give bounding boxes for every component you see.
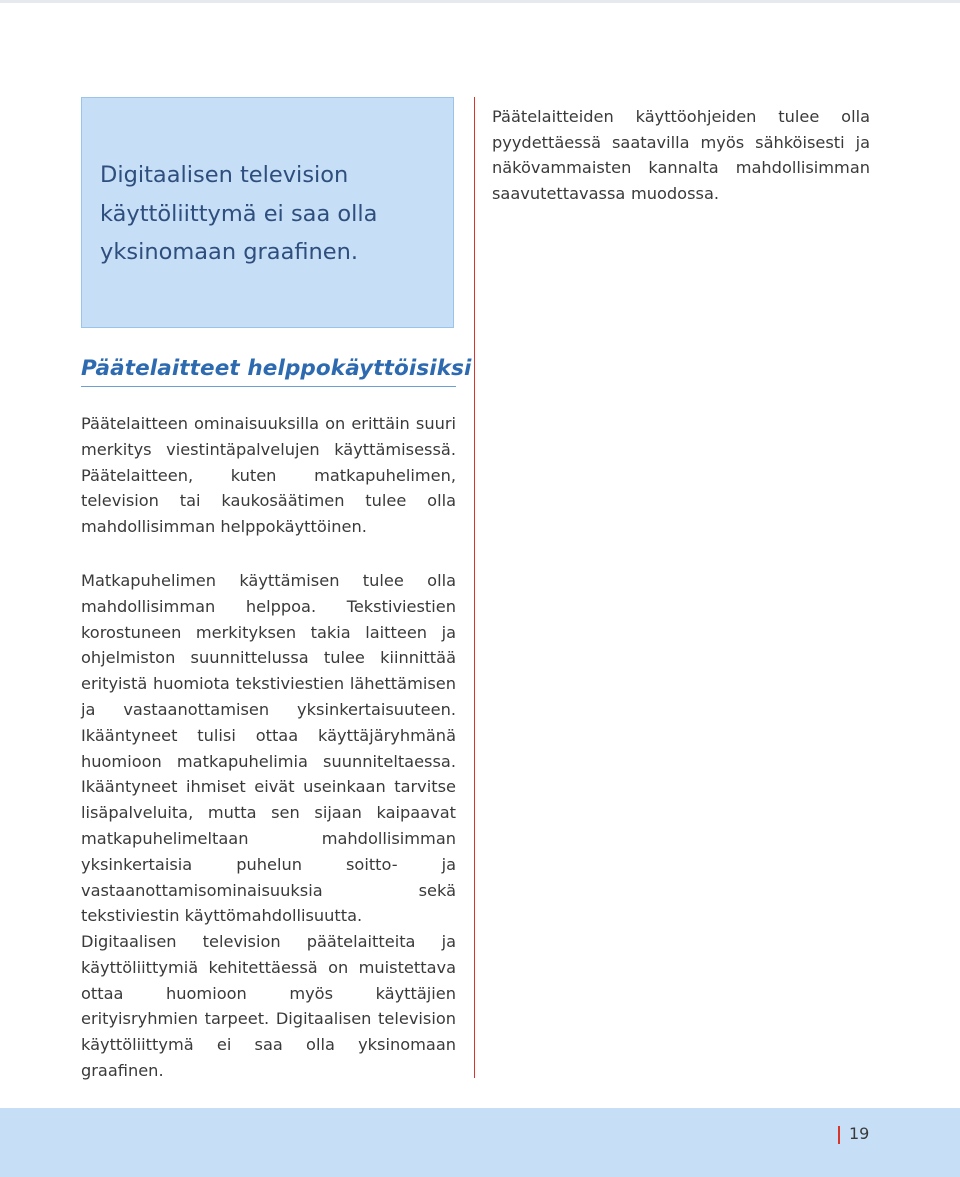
- footer-band: [0, 1108, 960, 1177]
- pull-quote-text: Digitaalisen television käyttöliittymä ei saa olla yksinomaan graafinen.: [100, 162, 378, 265]
- page-number-marker: [838, 1126, 840, 1144]
- top-rule: [0, 0, 960, 3]
- section-heading: Päätelaitteet helppokäyttöisiksi: [81, 356, 456, 387]
- page-number: 19: [849, 1124, 870, 1143]
- body-paragraph-3: Digitaalisen television päätelaitteita ja käyttöliittymiä kehitettäessä on muistettava ottaa huomioon myös käyttäjien erityisryhmien tarpeet. Digitaalisen television käyttöliittymä ei saa olla yksinomaan graafinen.: [81, 932, 456, 1080]
- right-column-paragraph: Päätelaitteiden käyttöohjeiden tulee olla pyydettäessä saatavilla myös sähköisesti ja näkövammaisten kannalta mahdollisimman saavutettavassa muodossa.: [492, 107, 870, 204]
- pull-quote-box: [81, 97, 454, 328]
- column-divider: [474, 97, 475, 1078]
- body-paragraph-2: Matkapuhelimen käyttämisen tulee olla mahdollisimman helppoa. Tekstiviestien korostuneen merkityksen takia laitteen ja ohjelmiston suunnittelussa tulee kiinnittää erityistä huomiota tekstiviestien lähettämisen ja vastaanottamisen yksinkertaisuuteen. Ikääntyneet tulisi ottaa käyttäjäryhmänä huomioon matkapuhelimia suunniteltaessa. Ikääntyneet ihmiset eivät useinkaan tarvitse lisäpalveluita, mutta sen sijaan kaipaavat matkapuhelimeltaan mahdollisimman yksinkertaisia puhelun soitto- ja vastaanottamisominaisuuksia sekä tekstiviestin käyttömahdollisuutta.: [81, 571, 456, 926]
- body-paragraph-1: Päätelaitteen ominaisuuksilla on erittäin suuri merkitys viestintäpalvelujen käyttämisessä. Päätelaitteen, kuten matkapuhelimen, television tai kaukosäätimen tulee olla mahdollisimman helppokäyttöinen.: [81, 414, 456, 537]
